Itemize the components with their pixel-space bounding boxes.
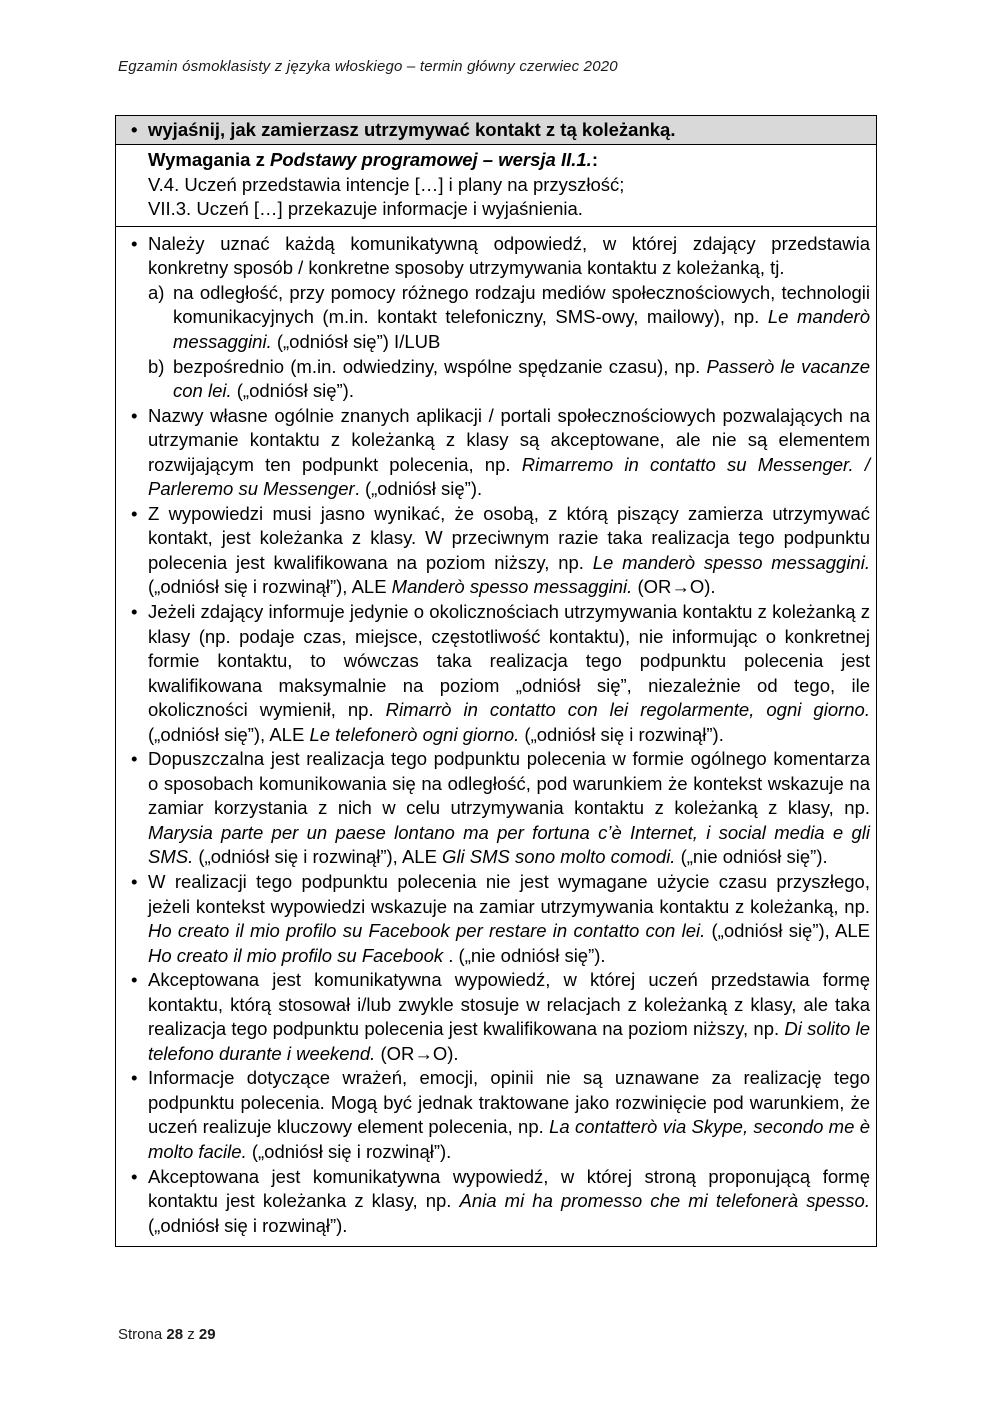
- bullet-marker: •: [131, 502, 138, 524]
- guideline-text: [148, 1165, 870, 1239]
- bullet-marker: •: [131, 232, 138, 254]
- guideline-item: [128, 502, 870, 600]
- text-segment: („odniósł się”) I/LUB: [271, 330, 441, 352]
- bullet-marker: •: [131, 1067, 138, 1089]
- subitem-marker: b): [148, 355, 165, 377]
- guideline-subitem-text: [173, 355, 870, 404]
- text-segment: Należy uznać każdą komunikatywną odpowiedź, w której zdający przedstawia konkretny sposób / konkretne sposoby utrzymywania kontaktu z koleżanką, tj.: [148, 232, 870, 279]
- guideline-text: [148, 600, 870, 747]
- guidelines-row: [116, 226, 877, 1246]
- text-segment: Jeżeli zdający informuje jedynie o okolicznościach utrzymywania kontaktu z koleżanką z klasy (np. podaje czas, miejsce, częstotliwość kontaktu), nie informując o konkretnej formie kontaktu, to wówczas taka realizacja tego podpunktu polecenia jest kwalifikowana maksymalnie na poziom „odniósł się”, niezależnie od tego, ile okoliczności wymienił, np.: [148, 600, 870, 721]
- text-segment: na odległość, przy pomocy różnego rodzaju mediów społecznościowych, technologii komunikacyjnych (m.in. kontakt telefoniczny, SMS-owy, mailowy), np.: [173, 281, 870, 328]
- text-segment: (OR→O).: [632, 576, 716, 598]
- requirements-title: [148, 148, 868, 173]
- guideline-item: [128, 968, 870, 1066]
- requirement-line-2: VII.3. Uczeń […] przekazuje informacje i wyjaśnienia.: [148, 198, 583, 220]
- footer-label: Strona: [118, 1326, 163, 1343]
- text-segment: Z wypowiedzi musi jasno wynikać, że osobą, z którą piszący zamierza utrzymywać kontakt, jest koleżanka z klasy. W przeciwnym razie taka realizacja tego podpunktu polecenia jest kwalifikowana na poziom niższy, np.: [148, 502, 870, 573]
- text-segment: Rimarrò in contatto con lei regolarmente, ogni giorno.: [385, 699, 870, 721]
- text-segment: („odniósł się i rozwinął”).: [148, 1214, 348, 1236]
- subitem-marker: a): [148, 281, 165, 303]
- footer-total-pages: 29: [198, 1326, 216, 1343]
- text-segment: („odniósł się”), ALE: [148, 723, 310, 745]
- text-segment: . („odniósł się”).: [354, 478, 483, 500]
- guideline-text: [148, 232, 870, 281]
- text-segment: W realizacji tego podpunktu polecenia nie jest wymagane użycie czasu przyszłego, jeżeli kontekst wypowiedzi wskazuje na zamiar utrzymywania kontaktu z koleżanką, np.: [148, 871, 870, 917]
- guideline-text: [148, 1066, 870, 1164]
- guideline-text: [148, 968, 870, 1066]
- text-segment: Akceptowana jest komunikatywna wypowiedź, w której uczeń przedstawia formę kontaktu, którą stosował i/lub zwykle stosuje w relacjach z koleżanką z klasy, ale taka realizacja tego podpunktu polecenia jest kwalifikowana na poziom niższy, np.: [148, 969, 870, 1040]
- text-segment: („odniósł się i rozwinął”).: [519, 723, 724, 745]
- text-segment: Gli SMS sono molto comodi.: [442, 846, 676, 868]
- task-title: wyjaśnij, jak zamierzasz utrzymywać kontakt z tą koleżanką.: [148, 118, 676, 140]
- bullet-marker: •: [131, 600, 138, 622]
- text-segment: Rimarremo in contatto su Messenger. / Parleremo su Messenger: [148, 453, 870, 500]
- rubric-table: [115, 115, 877, 1247]
- text-segment: Passerò le vacanze con lei.: [173, 355, 871, 402]
- text-segment: Podstawy programowej – wersja II.1.: [270, 149, 592, 170]
- text-segment: Ho creato il mio profilo su Facebook per restare in contatto con lei.: [148, 920, 706, 942]
- text-segment: :: [591, 149, 598, 170]
- task-row: [116, 116, 877, 145]
- guideline-item: [128, 1066, 870, 1164]
- bullet-marker: •: [131, 118, 138, 140]
- guidelines-cell: [116, 226, 877, 1246]
- guideline-item: [128, 232, 870, 404]
- footer-page-number: 28: [166, 1326, 184, 1343]
- guideline-item: [128, 404, 870, 502]
- text-segment: Akceptowana jest komunikatywna wypowiedź, w której stroną proponującą formę kontaktu jest koleżanka z klasy, np.: [148, 1165, 870, 1212]
- text-segment: Manderò spesso messaggini.: [391, 576, 633, 598]
- text-segment: („odniósł się i rozwinął”).: [246, 1141, 452, 1163]
- text-segment: . („nie odniósł się”).: [443, 944, 606, 966]
- guideline-item: [128, 747, 870, 870]
- bullet-marker: •: [131, 1165, 138, 1187]
- bullet-marker: •: [131, 748, 138, 770]
- task-cell: [116, 116, 877, 145]
- guideline-item: [128, 600, 870, 747]
- text-segment: („odniósł się i rozwinął”), ALE: [148, 576, 392, 598]
- guideline-text: [148, 870, 870, 968]
- bullet-marker: •: [131, 871, 138, 892]
- text-segment: Le manderò messaggini.: [173, 306, 871, 352]
- text-segment: („odniósł się”), ALE: [705, 920, 870, 942]
- requirements-cell: [116, 145, 877, 227]
- guideline-text: [148, 502, 870, 600]
- text-segment: Wymagania z: [148, 149, 271, 170]
- text-segment: („odniósł się i rozwinął”), ALE: [193, 846, 443, 868]
- text-segment: („nie odniósł się”).: [675, 846, 828, 868]
- text-segment: Nazwy własne ogólnie znanych aplikacji / portali społecznościowych pozwalających na utrzymanie kontaktu z koleżanką z klasy są akceptowane, ale nie są elementem rozwijającym ten podpunkt polecenia, np.: [148, 404, 870, 475]
- page-footer: [118, 1326, 216, 1343]
- guideline-subitem: [148, 355, 870, 404]
- guideline-subitem-text: [173, 281, 870, 355]
- text-segment: („odniósł się”).: [231, 380, 354, 402]
- footer-separator: z: [187, 1326, 195, 1343]
- bullet-marker: •: [131, 969, 138, 991]
- text-segment: La contatterò via Skype, secondo me è molto facile.: [148, 1116, 870, 1163]
- guideline-subitem: [148, 281, 870, 355]
- guidelines-list: [128, 232, 870, 1238]
- requirements-row: [116, 145, 877, 227]
- text-segment: (OR→O).: [375, 1042, 459, 1064]
- text-segment: Dopuszczalna jest realizacja tego podpunktu polecenia w formie ogólnego komentarza o sposobach komunikowania się na odległość, pod warunkiem że kontekst wskazuje na zamiar korzystania z nich w celu utrzymywania kontaktu z koleżanką z klasy, np.: [148, 748, 870, 819]
- text-segment: Ho creato il mio profilo su Facebook: [148, 944, 444, 966]
- guideline-item: [128, 1165, 870, 1239]
- text-segment: Marysia parte per un paese lontano ma per fortuna c’è Internet, i social media e gli SMS.: [148, 821, 870, 868]
- text-segment: Ania mi ha promesso che mi telefonerà spesso.: [459, 1190, 870, 1212]
- text-segment: Le telefonerò ogni giorno.: [309, 723, 520, 745]
- document-header: Egzamin ósmoklasisty z języka włoskiego – termin główny czerwiec 2020: [118, 58, 618, 75]
- bullet-marker: •: [131, 404, 138, 426]
- guideline-text: [148, 747, 870, 870]
- text-segment: Informacje dotyczące wrażeń, emocji, opinii nie są uznawane za realizację tego podpunktu polecenia. Mogą być jednak traktowane jako rozwinięcie pod warunkiem, że uczeń realizuje kluczowy element polecenia, np.: [148, 1067, 870, 1138]
- guideline-item: [128, 870, 870, 968]
- guideline-text: [148, 404, 870, 502]
- text-segment: bezpośrednio (m.in. odwiedziny, wspólne spędzanie czasu), np.: [173, 355, 707, 377]
- text-segment: Di solito le telefono durante i weekend.: [148, 1018, 870, 1064]
- text-segment: Le manderò spesso messaggini.: [592, 551, 870, 573]
- requirement-line-1: V.4. Uczeń przedstawia intencje […] i plany na przyszłość;: [148, 173, 625, 195]
